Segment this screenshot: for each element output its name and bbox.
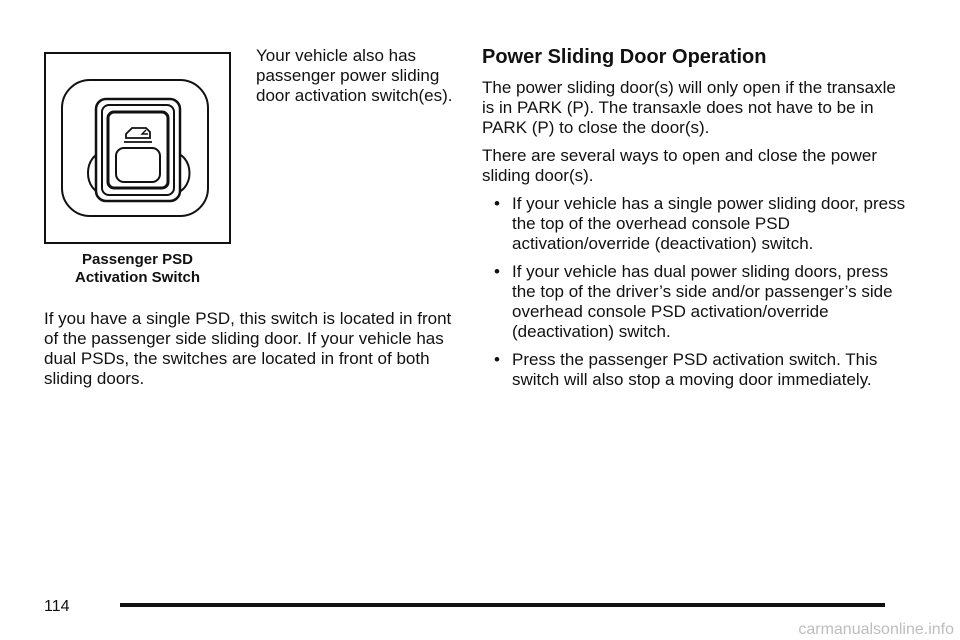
list-item (482, 350, 912, 390)
list-item-text: If your vehicle has dual power sliding doors, press the top of the driver’s side and/or passenger’s side overhead console PSD activation/override (deactivation) switch. (512, 262, 893, 341)
switch-location-paragraph: If you have a single PSD, this switch is located in front of the passenger side sliding door. If your vehicle has dual PSDs, the switches are located in front of both sliding doors. (44, 309, 452, 388)
watermark: carmanualsonline.info (798, 621, 954, 638)
section-paragraph: The power sliding door(s) will only open if the transaxle is in PARK (P). The transaxle does not have to be in PARK (P) to close the door(s). (482, 78, 896, 137)
list-item (482, 262, 912, 342)
caption-line-2: Activation Switch (74, 269, 201, 286)
page-number: 114 (44, 598, 70, 615)
footer-divider (120, 603, 885, 607)
list-item-text: If your vehicle has a single power sliding door, press the top of the overhead console PSD activation/override (deactivation) switch. (512, 194, 906, 253)
caption-line-1: Passenger PSD (82, 251, 193, 268)
bullet-icon: • (494, 350, 500, 369)
intro-text: Your vehicle also has passenger power sliding door activation switch(es). (256, 46, 453, 105)
section-paragraph: There are several ways to open and close the power sliding door(s). (482, 146, 878, 185)
section-heading: Power Sliding Door Operation (482, 46, 767, 68)
bullet-icon: • (494, 194, 500, 213)
figure-caption (44, 251, 231, 287)
bullet-icon: • (494, 262, 500, 281)
sliding-door-switch-icon (46, 54, 229, 242)
list-item (482, 194, 912, 254)
switch-illustration (44, 52, 231, 244)
operation-list (482, 194, 912, 390)
list-item-text: Press the passenger PSD activation switch. This switch will also stop a moving door immediately. (512, 350, 878, 389)
power-sliding-door-section (482, 44, 912, 398)
